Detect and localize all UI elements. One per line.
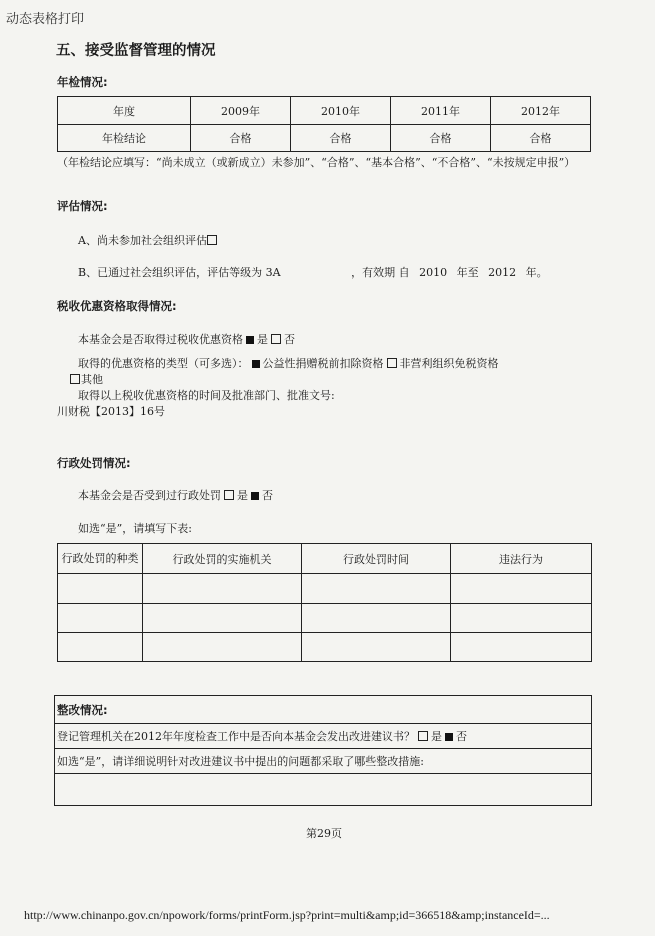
checkbox-empty-icon <box>418 731 428 741</box>
penalty-question <box>78 487 273 503</box>
result-cell: 合格 <box>391 125 491 152</box>
annual-inspection-table <box>57 96 591 152</box>
inspection-note: （年检结论应填写：“尚未成立（或新成立）未参加”、“合格”、“基本合格”、“不合格”、“未按规定申报”） <box>57 156 576 169</box>
penalty-fill-instruction: 如选“是”，请填写下表: <box>78 522 192 535</box>
section-title: 五、接受监督管理的情况 <box>56 43 216 59</box>
result-cell: 合格 <box>191 125 291 152</box>
checkbox-empty-icon <box>224 490 234 500</box>
no-label: 否 <box>262 489 273 502</box>
option-b-prefix: B、已通过社会组织评估，评估等级为 <box>78 266 263 279</box>
evaluation-heading: 评估情况: <box>57 199 108 213</box>
checkbox-filled-icon <box>445 733 453 741</box>
year-cell: 2012年 <box>491 97 591 125</box>
yes-label: 是 <box>257 333 268 346</box>
tax-answer: 川财税【2013】16号 <box>57 405 165 418</box>
footer-url: http://www.chinanpo.gov.cn/npowork/forms/printForm.jsp?print=multi&amp;id=366518&amp;instanceId=... <box>24 908 550 922</box>
penalty-table <box>57 543 592 662</box>
rect-q1-text: 登记管理机关在2012年年度检查工作中是否向本基金会发出改进建议书？ <box>57 730 415 743</box>
rectification-table <box>54 695 592 806</box>
checkbox-empty-icon <box>70 374 80 384</box>
year-cell: 2011年 <box>391 97 491 125</box>
rectification-question-2: 如选“是”，请详细说明针对改进建议书中提出的问题都采取了哪些整改措施: <box>55 749 592 774</box>
tax-heading: 税收优惠资格取得情况: <box>57 299 177 313</box>
result-cell: 合格 <box>291 125 391 152</box>
year-label-cell: 年度 <box>58 97 191 125</box>
column-header: 行政处罚的实施机关 <box>143 544 302 574</box>
tax-type-2: 非营利组织免税资格 <box>399 357 499 370</box>
no-label: 否 <box>284 333 295 346</box>
checkbox-empty-icon <box>387 358 397 368</box>
tax-type-1: 公益性捐赠税前扣除资格 <box>262 357 384 370</box>
column-header: 行政处罚时间 <box>302 544 451 574</box>
evaluation-option-b <box>78 264 548 280</box>
tax-question-3: 取得以上税收优惠资格的时间及批准部门、批准文号: <box>78 389 335 402</box>
valid-to-year: 2012 <box>488 266 517 279</box>
penalty-q1-text: 本基金会是否受到过行政处罚 <box>78 489 221 502</box>
to-label: 年至 <box>456 266 479 279</box>
print-header: 动态表格打印 <box>6 12 85 27</box>
table-row <box>58 574 592 604</box>
year-suffix: 年。 <box>525 266 548 279</box>
checkbox-empty-icon <box>207 235 217 245</box>
column-header: 行政处罚的种类 <box>58 544 143 574</box>
annual-inspection-heading: 年检情况: <box>57 75 108 89</box>
tax-question-1 <box>78 331 295 347</box>
result-label-cell: 年检结论 <box>58 125 191 152</box>
valid-from-year: 2010 <box>419 266 448 279</box>
evaluation-grade: 3A <box>265 266 281 279</box>
result-cell: 合格 <box>491 125 591 152</box>
page-number: 第29页 <box>306 827 342 840</box>
tax-type-3: 其他 <box>81 373 103 386</box>
option-a-label: A、尚未参加社会组织评估 <box>78 234 207 247</box>
valid-label: ，有效期 自 <box>351 266 410 279</box>
tax-question-2 <box>78 355 499 371</box>
yes-label: 是 <box>237 489 248 502</box>
column-header: 违法行为 <box>451 544 592 574</box>
checkbox-filled-icon <box>246 336 254 344</box>
checkbox-filled-icon <box>251 492 259 500</box>
rectification-heading: 整改情况: <box>55 696 592 724</box>
table-row <box>58 633 592 662</box>
year-cell: 2009年 <box>191 97 291 125</box>
no-label: 否 <box>456 730 467 743</box>
evaluation-option-a <box>78 232 220 248</box>
year-cell: 2010年 <box>291 97 391 125</box>
checkbox-filled-icon <box>252 360 260 368</box>
tax-q1-text: 本基金会是否取得过税收优惠资格 <box>78 333 243 346</box>
rectification-question-1 <box>55 724 592 749</box>
yes-label: 是 <box>431 730 442 743</box>
tax-other <box>70 371 103 387</box>
table-row <box>58 604 592 633</box>
tax-q2-text: 取得的优惠资格的类型（可多选）： <box>78 357 249 370</box>
penalty-heading: 行政处罚情况: <box>57 456 131 470</box>
rectification-answer <box>55 774 592 806</box>
checkbox-empty-icon <box>271 334 281 344</box>
